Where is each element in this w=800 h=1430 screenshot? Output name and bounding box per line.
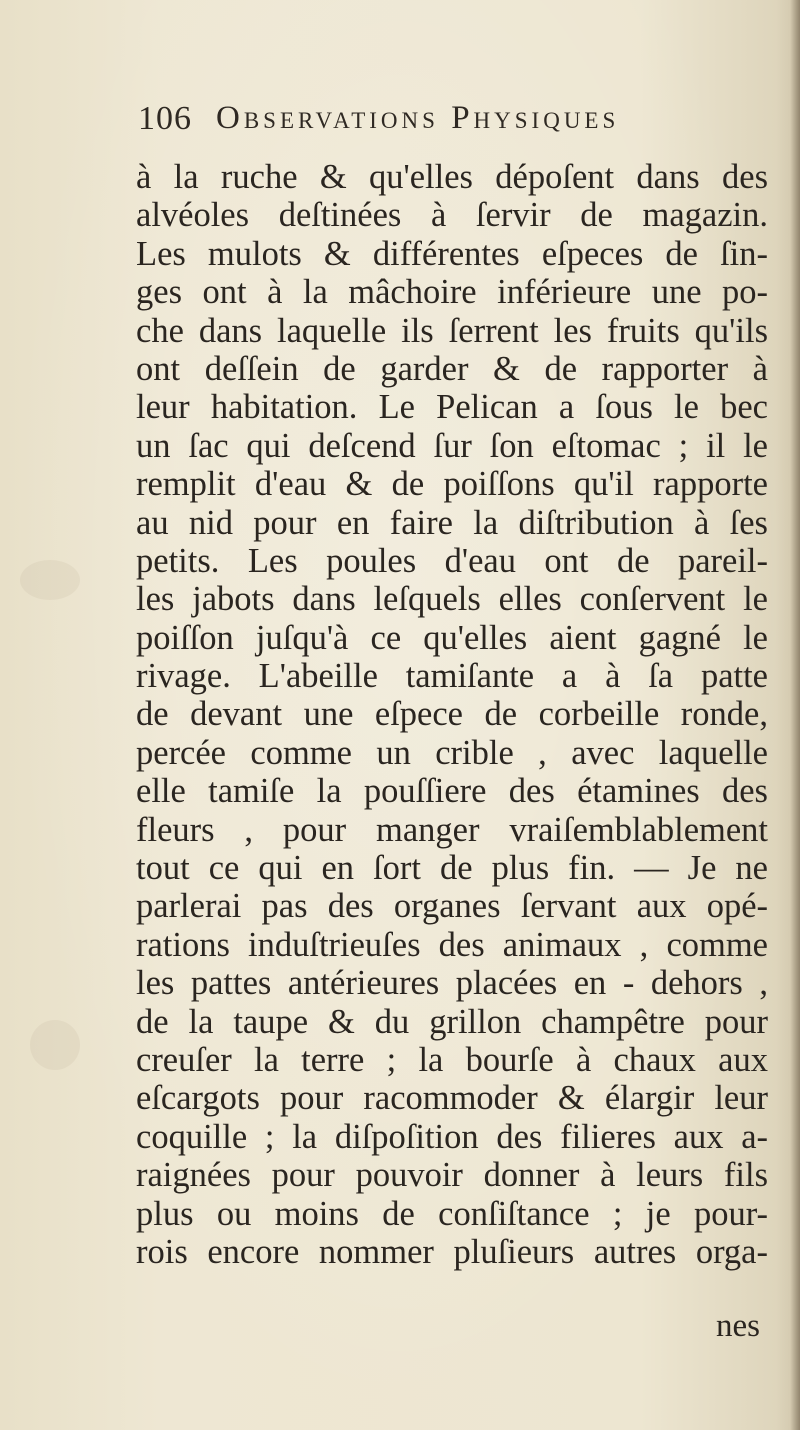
text-line: remplit d'eau & de poiſſons qu'il rapporte	[136, 465, 768, 504]
running-header	[138, 100, 778, 150]
text-line: de devant une eſpece de corbeille ronde,	[136, 695, 768, 734]
page-number: 106	[138, 100, 192, 137]
text-line: eſcargots pour racommoder & élargir leur	[136, 1079, 768, 1118]
text-line: tout ce qui en ſort de plus fin. — Je ne	[136, 849, 768, 888]
text-line: les jabots dans leſquels elles conſervent le	[136, 580, 768, 619]
text-line: un ſac qui deſcend ſur ſon eſtomac ; il le	[136, 426, 768, 465]
text-line: à la ruche & qu'elles dépoſent dans des	[136, 158, 768, 196]
text-line: les pattes antérieures placées en - dehors ,	[136, 964, 768, 1003]
paper-stain	[30, 1020, 80, 1070]
text-line: poiſſon juſqu'à ce qu'elles aient gagné le	[136, 618, 768, 657]
body-text	[136, 158, 768, 1271]
text-line: fleurs , pour manger vraiſemblablement	[136, 810, 768, 849]
text-line: de la taupe & du grillon champêtre pour	[136, 1002, 768, 1041]
text-line: elle tamiſe la pouſſiere des étamines des	[136, 772, 768, 811]
text-line: rivage. L'abeille tamiſante a à ſa patte	[136, 657, 768, 696]
running-title: Observations Physiques	[216, 100, 620, 136]
text-line: rois encore nommer pluſieurs autres orga-	[136, 1232, 768, 1271]
text-line: alvéoles deſtinées à ſervir de magazin.	[136, 196, 768, 235]
text-line: Les mulots & différentes eſpeces de ſin-	[136, 234, 768, 273]
text-line: ont deſſein de garder & de rapporter à	[136, 349, 768, 388]
page-edge-shadow	[790, 0, 800, 1430]
text-line: plus ou moins de conſiſtance ; je pour-	[136, 1194, 768, 1233]
text-line: ges ont à la mâchoire inférieure une po-	[136, 273, 768, 312]
catchword: nes	[716, 1308, 760, 1344]
text-line: parlerai pas des organes ſervant aux opé-	[136, 887, 768, 926]
text-line: rations induſtrieuſes des animaux , comme	[136, 925, 768, 964]
text-line: che dans laquelle ils ſerrent les fruits qu'ils	[136, 311, 768, 350]
text-line: raignées pour pouvoir donner à leurs fils	[136, 1156, 768, 1195]
text-line: leur habitation. Le Pelican a ſous le bec	[136, 388, 768, 427]
text-line: creuſer la terre ; la bourſe à chaux aux	[136, 1040, 768, 1079]
text-line: au nid pour en faire la diſtribution à ſes	[136, 503, 768, 542]
text-line: coquille ; la diſpoſition des filieres aux a-	[136, 1117, 768, 1156]
text-line: petits. Les poules d'eau ont de pareil-	[136, 541, 768, 580]
text-line: percée comme un crible , avec laquelle	[136, 733, 768, 772]
paper-stain	[20, 560, 80, 600]
